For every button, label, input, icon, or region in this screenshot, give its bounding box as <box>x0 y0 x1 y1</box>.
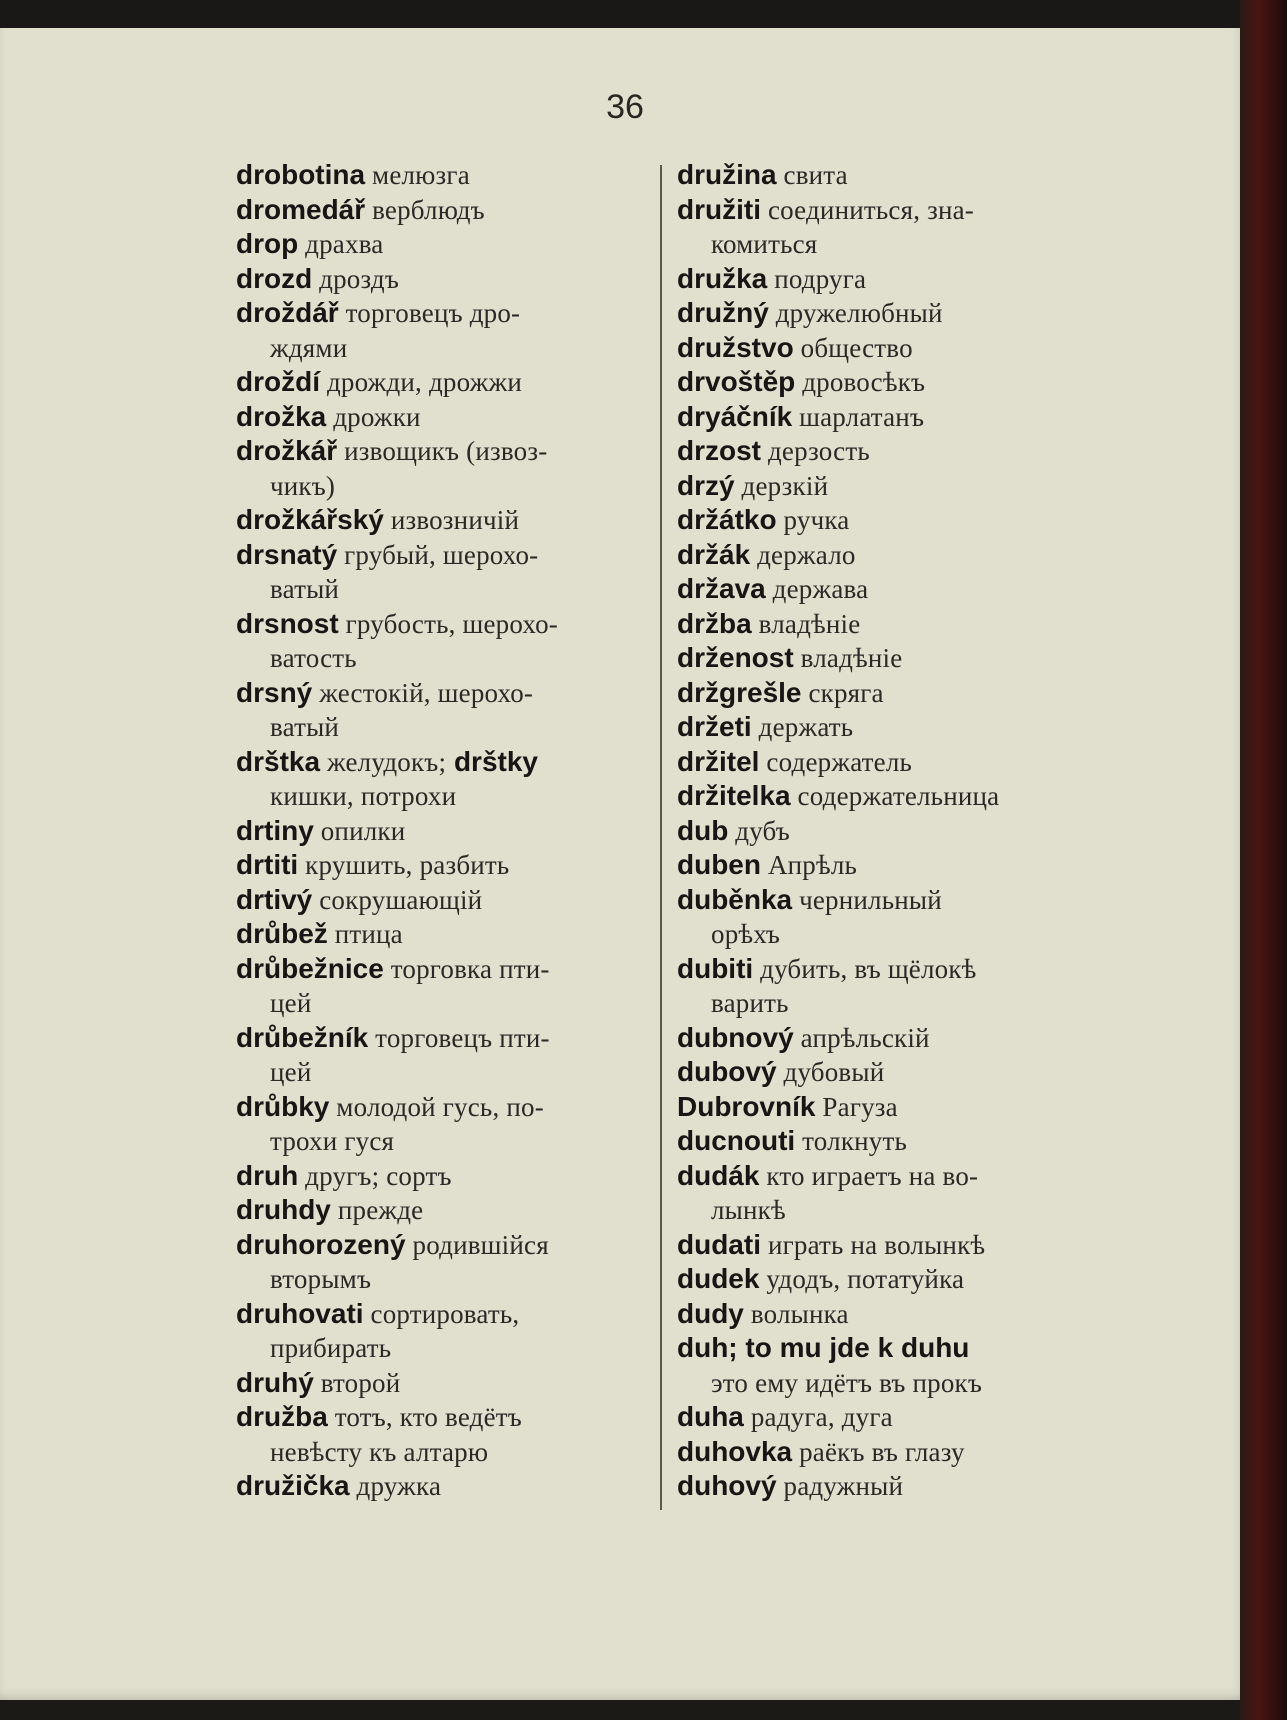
dictionary-entry <box>236 952 651 1021</box>
entry-line <box>236 745 651 780</box>
dictionary-entry <box>677 1159 1093 1228</box>
dictionary-entry <box>677 1021 1093 1056</box>
scan-top-edge <box>0 0 1287 28</box>
translation: играть на волынкѣ <box>761 1229 986 1260</box>
headword: duhovka <box>677 1435 793 1467</box>
translation: родившійся <box>405 1229 549 1260</box>
translation: радуга, дуга <box>743 1402 893 1432</box>
headword: držátko <box>677 504 777 535</box>
entry-line <box>677 1021 1093 1056</box>
dictionary-entry <box>236 1297 651 1366</box>
entry-line <box>677 1469 1093 1504</box>
entry-continuation <box>236 641 651 676</box>
dictionary-entry <box>677 538 1093 573</box>
headword: drobotina <box>236 159 366 190</box>
entry-line <box>236 848 651 883</box>
translation: удодъ, потатуйка <box>759 1264 965 1294</box>
translation: это ему идётъ въ прокъ <box>711 1367 982 1398</box>
entry-line <box>236 538 651 573</box>
translation: дроздъ <box>312 263 399 294</box>
dictionary-entry <box>236 434 651 503</box>
dictionary-entry <box>236 917 651 952</box>
left-column <box>236 158 651 1504</box>
dictionary-entry <box>677 1435 1093 1470</box>
entry-line <box>236 607 651 642</box>
headword: druh <box>236 1159 299 1191</box>
dictionary-entry <box>677 572 1093 607</box>
translation: торговецъ дро- <box>338 298 521 328</box>
headword: držitelka <box>677 780 791 811</box>
translation: комиться <box>711 229 818 259</box>
headword: drzý <box>677 469 735 501</box>
entry-continuation <box>236 986 651 1021</box>
translation: извощикъ (извоз- <box>337 436 548 466</box>
translation: держало <box>750 539 856 570</box>
entry-line <box>677 296 1093 331</box>
entry-continuation <box>236 1435 651 1470</box>
headword: duben <box>677 849 761 880</box>
entry-line <box>236 158 651 193</box>
headword: drop <box>236 228 299 259</box>
translation: верблюдъ <box>365 194 485 225</box>
headword: dudák <box>677 1159 760 1191</box>
dictionary-entry <box>677 503 1093 538</box>
headword: ducnouti <box>677 1125 796 1156</box>
dictionary-entry <box>236 1400 651 1469</box>
entry-line <box>677 158 1093 193</box>
entry-line <box>677 779 1093 814</box>
entry-line <box>677 1435 1093 1470</box>
headword: dubový <box>677 1056 777 1087</box>
dictionary-entry <box>677 848 1093 883</box>
entry-line <box>677 1297 1093 1332</box>
translation: драхва <box>298 229 384 259</box>
dictionary-entry <box>236 607 651 676</box>
translation: скряга <box>801 677 884 708</box>
headword: dudy <box>677 1297 744 1329</box>
translation: варить <box>711 988 789 1018</box>
entry-line <box>236 227 651 262</box>
translation: дерзость <box>761 436 870 466</box>
entry-continuation <box>677 917 1093 952</box>
dictionary-entry <box>677 469 1093 504</box>
headword: družstvo <box>677 331 794 363</box>
headword: družba <box>236 1401 328 1432</box>
headword: držitel <box>677 745 760 777</box>
entry-line <box>677 1159 1093 1194</box>
translation: вторымъ <box>270 1264 372 1294</box>
headword: duběnka <box>677 883 793 915</box>
translation: содержательница <box>790 781 1000 811</box>
headword: držák <box>677 538 751 570</box>
headword: duhový <box>677 1470 777 1501</box>
translation: прибирать <box>270 1333 392 1363</box>
dictionary-entry <box>236 1228 651 1297</box>
dictionary-entry <box>677 1262 1093 1297</box>
translation: лынкѣ <box>711 1195 786 1225</box>
translation: ватость <box>270 643 357 673</box>
entry-line <box>236 503 651 538</box>
headword: dromedář <box>236 193 366 225</box>
translation: трохи гуся <box>270 1126 395 1156</box>
entry-line <box>236 1297 651 1332</box>
dictionary-entry <box>236 745 651 814</box>
translation: орѣхъ <box>711 919 781 949</box>
translation: волынка <box>743 1298 849 1329</box>
entry-line <box>677 952 1093 987</box>
dictionary-entry <box>236 848 651 883</box>
entry-line <box>677 1228 1093 1263</box>
entry-continuation <box>236 710 651 745</box>
dictionary-entry <box>236 1469 651 1504</box>
translation: цей <box>270 1057 312 1087</box>
headword: družička <box>236 1470 350 1501</box>
translation: другъ; сортъ <box>298 1160 452 1191</box>
translation: подруга <box>767 263 867 294</box>
headword: družina <box>677 159 777 190</box>
entry-continuation <box>236 1055 651 1090</box>
headword: dubnový <box>677 1021 794 1053</box>
translation: мелюзга <box>365 160 470 190</box>
dictionary-entry <box>236 158 651 193</box>
translation: крушить, разбить <box>298 850 510 880</box>
dictionary-entry <box>236 1159 651 1194</box>
entry-line <box>236 434 651 469</box>
entry-line <box>236 296 651 331</box>
headword: družka <box>677 262 768 294</box>
headword: dudek <box>677 1263 760 1294</box>
translation: ждями <box>270 332 348 363</box>
translation: владѣніе <box>751 608 861 639</box>
dictionary-entry <box>677 1400 1093 1435</box>
entry-line <box>677 1331 1093 1366</box>
headword: držgrešle <box>677 676 802 708</box>
entry-line <box>236 1400 651 1435</box>
entry-line <box>236 952 651 987</box>
entry-continuation <box>236 331 651 366</box>
dictionary-entry <box>236 883 651 918</box>
translation: сортировать, <box>363 1298 520 1329</box>
entry-line <box>677 538 1093 573</box>
headword: druhý <box>236 1366 314 1398</box>
headword: država <box>677 573 766 604</box>
headword: drtiny <box>236 814 314 846</box>
translation: тотъ, кто ведётъ <box>327 1402 522 1432</box>
headword: dryáčník <box>677 400 793 432</box>
headword: drštka <box>236 745 321 777</box>
dictionary-entry <box>677 779 1093 814</box>
entry-line <box>677 262 1093 297</box>
entry-continuation <box>677 227 1093 262</box>
headword: družiti <box>677 193 761 225</box>
translation: содержатель <box>759 746 913 777</box>
dictionary-entry <box>236 365 651 400</box>
translation: кишки, потрохи <box>270 781 457 811</box>
entry-line <box>677 676 1093 711</box>
dictionary-entry <box>677 710 1093 745</box>
headword: drvoštěp <box>677 366 796 397</box>
dictionary-entry <box>236 503 651 538</box>
dictionary-entry <box>236 400 651 435</box>
dictionary-entry <box>677 1469 1093 1504</box>
entry-continuation <box>677 986 1093 1021</box>
entry-continuation <box>236 572 651 607</box>
dictionary-entry <box>677 434 1093 469</box>
dictionary-entry <box>677 193 1093 262</box>
book-spine <box>1240 0 1287 1720</box>
entry-line <box>677 365 1093 400</box>
column-divider <box>660 165 662 1510</box>
dictionary-entry <box>677 1055 1093 1090</box>
headword: drtiti <box>236 849 299 880</box>
entry-line <box>236 1090 651 1125</box>
translation: Апрѣль <box>761 850 858 880</box>
headword: drsnost <box>236 607 339 639</box>
translation: торговецъ пти- <box>368 1022 550 1053</box>
dictionary-entry <box>236 1193 651 1228</box>
translation: жестокій, шерохо- <box>312 677 534 708</box>
dictionary-entry <box>677 814 1093 849</box>
entry-line <box>236 1021 651 1056</box>
entry-line <box>677 641 1093 676</box>
translation: держава <box>765 574 869 604</box>
translation: чикъ) <box>270 470 336 501</box>
entry-continuation <box>236 779 651 814</box>
translation: дружелюбный <box>768 298 943 328</box>
translation: прежде <box>330 1195 424 1225</box>
headword: drzost <box>677 435 761 466</box>
entry-line <box>236 262 651 297</box>
dictionary-entry <box>677 607 1093 642</box>
headword: druhdy <box>236 1194 331 1225</box>
page-number: 36 <box>606 88 644 126</box>
entry-continuation <box>236 1331 651 1366</box>
translation: держать <box>751 712 854 742</box>
dictionary-entry <box>677 262 1093 297</box>
headword: duh; to mu jde k duhu <box>677 1332 970 1363</box>
entry-line <box>677 503 1093 538</box>
headword: Dubrovník <box>677 1090 816 1122</box>
headword: drsný <box>236 676 313 708</box>
dictionary-entry <box>236 814 651 849</box>
translation: кто играетъ на во- <box>759 1160 979 1191</box>
entry-line <box>677 814 1093 849</box>
entry-line <box>677 469 1093 504</box>
translation: радужный <box>776 1471 904 1501</box>
dictionary-entry <box>677 641 1093 676</box>
entry-line <box>677 572 1093 607</box>
entry-line <box>236 676 651 711</box>
dictionary-entry <box>677 745 1093 780</box>
dictionary-entry <box>236 538 651 607</box>
right-column <box>677 158 1093 1504</box>
translation: дерзкій <box>734 470 829 501</box>
translation: дубовый <box>776 1057 885 1087</box>
translation: свита <box>776 160 848 190</box>
entry-line <box>677 607 1093 642</box>
entry-line <box>677 710 1093 745</box>
headword: dub <box>677 814 729 846</box>
translation: владѣніе <box>793 643 903 673</box>
entry-line <box>677 1400 1093 1435</box>
headword: drožka <box>236 400 327 432</box>
translation: чернильный <box>792 884 942 915</box>
translation: опилки <box>313 815 406 846</box>
translation: дрожки <box>326 401 421 432</box>
entry-line <box>677 434 1093 469</box>
entry-line <box>677 1124 1093 1159</box>
headword: dudati <box>677 1228 761 1260</box>
entry-continuation <box>236 1262 651 1297</box>
translation: цей <box>270 988 312 1018</box>
translation: соединиться, зна- <box>761 194 974 225</box>
dictionary-entry <box>677 883 1093 952</box>
headword: duha <box>677 1401 744 1432</box>
entry-line <box>236 1366 651 1401</box>
translation: дрожди, дрожжи <box>320 367 522 397</box>
entry-line <box>236 814 651 849</box>
translation: раёкъ въ глазу <box>792 1436 965 1467</box>
translation: дровосѣкъ <box>795 367 926 397</box>
entry-line <box>677 193 1093 228</box>
entry-line <box>677 848 1093 883</box>
headword: družný <box>677 297 769 328</box>
translation: птица <box>327 919 403 949</box>
headword: druhovati <box>236 1297 364 1329</box>
entry-line <box>236 400 651 435</box>
headword: droždář <box>236 297 339 328</box>
entry-line <box>236 1159 651 1194</box>
dictionary-entry <box>677 158 1093 193</box>
translation: торговка пти- <box>383 953 550 984</box>
entry-continuation <box>236 1124 651 1159</box>
entry-continuation <box>677 1193 1093 1228</box>
headword: drtivý <box>236 883 313 915</box>
entry-line <box>677 1262 1093 1297</box>
entry-line <box>677 331 1093 366</box>
dictionary-entry <box>677 676 1093 711</box>
entry-line <box>236 917 651 952</box>
entry-line <box>677 1090 1093 1125</box>
dictionary-entry <box>236 262 651 297</box>
entry-line <box>677 400 1093 435</box>
headword: drštky <box>446 745 538 777</box>
headword: druhorozený <box>236 1228 406 1260</box>
entry-line <box>236 883 651 918</box>
headword: drožkářský <box>236 504 384 535</box>
headword: droždí <box>236 366 320 397</box>
translation: сокрушающій <box>312 884 483 915</box>
dictionary-entry <box>677 1228 1093 1263</box>
headword: dubiti <box>677 952 754 984</box>
translation: грубый, шерохо- <box>337 539 539 570</box>
entry-line <box>677 745 1093 780</box>
translation: ватый <box>270 574 340 604</box>
headword: drůbež <box>236 918 328 949</box>
headword: drženost <box>677 642 794 673</box>
headword: drůbky <box>236 1090 330 1122</box>
headword: držeti <box>677 711 752 742</box>
headword: drůbežník <box>236 1021 369 1053</box>
translation: желудокъ; <box>320 746 447 777</box>
translation: общество <box>793 332 913 363</box>
translation: дубъ <box>728 815 790 846</box>
translation: невѣсту къ алтарю <box>270 1436 489 1467</box>
translation: ручка <box>776 505 850 535</box>
dictionary-entry <box>677 1297 1093 1332</box>
dictionary-entry <box>677 331 1093 366</box>
translation: ватый <box>270 712 340 742</box>
entry-line <box>236 193 651 228</box>
entry-continuation <box>677 1366 1093 1401</box>
translation: молодой гусь, по- <box>329 1091 544 1122</box>
translation: дружка <box>349 1471 442 1501</box>
headword: držba <box>677 607 752 639</box>
dictionary-entry <box>677 1090 1093 1125</box>
dictionary-entry <box>236 1366 651 1401</box>
dictionary-entry <box>677 365 1093 400</box>
entry-continuation <box>236 469 651 504</box>
entry-line <box>236 365 651 400</box>
dictionary-entry <box>677 952 1093 1021</box>
entry-line <box>677 883 1093 918</box>
dictionary-entry <box>236 1090 651 1159</box>
translation: второй <box>313 1367 401 1398</box>
translation: апрѣльскій <box>793 1022 930 1053</box>
translation: извозничій <box>383 505 520 535</box>
headword: drozd <box>236 262 313 294</box>
dictionary-entry <box>677 296 1093 331</box>
headword: drožkář <box>236 435 338 466</box>
headword: drůbežnice <box>236 952 384 984</box>
entry-line <box>677 1055 1093 1090</box>
translation: шарлатанъ <box>792 401 925 432</box>
headword: drsnatý <box>236 538 338 570</box>
translation: толкнуть <box>795 1126 907 1156</box>
dictionary-entry <box>677 1331 1093 1400</box>
dictionary-entry <box>677 1124 1093 1159</box>
entry-line <box>236 1193 651 1228</box>
translation: Рагуза <box>815 1091 898 1122</box>
dictionary-entry <box>236 1021 651 1090</box>
dictionary-entry <box>236 227 651 262</box>
dictionary-entry <box>677 400 1093 435</box>
dictionary-entry <box>236 676 651 745</box>
translation: дубить, въ щёлокѣ <box>753 953 977 984</box>
translation: грубость, шерохо- <box>338 608 558 639</box>
entry-line <box>236 1228 651 1263</box>
dictionary-entry <box>236 296 651 365</box>
entry-line <box>236 1469 651 1504</box>
dictionary-entry <box>236 193 651 228</box>
